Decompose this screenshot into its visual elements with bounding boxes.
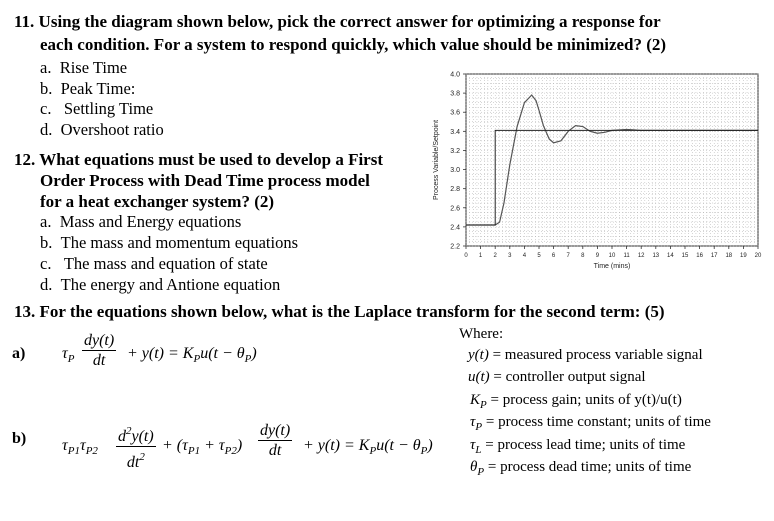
q12-option-b: b. The mass and momentum equations	[40, 233, 298, 252]
equation-b-label: b)	[12, 430, 27, 447]
x-tick-label: 19	[740, 253, 747, 259]
x-tick-label: 12	[637, 253, 645, 259]
x-tick-label: 1	[478, 253, 483, 259]
q12-line2: Order Process with Dead Time process model	[40, 171, 370, 190]
q12-option-d: d. The energy and Antione equation	[40, 275, 281, 294]
q11-option-d: d. Overshoot ratio	[40, 120, 164, 139]
where-row-kp: $K_P$ = process gain; units of y(t)/u(t)	[470, 392, 682, 411]
q12-option-c: c. The mass and equation of state	[40, 254, 268, 273]
y-axis-label: Process Variable/Setpoint	[433, 119, 440, 201]
x-tick-label: 18	[725, 253, 733, 259]
q12-line1: 12. What equations must be used to develop a First	[14, 150, 383, 169]
where-row-taup: $\tau_P$ = process time constant; units of time	[470, 414, 711, 433]
x-tick-label: 2	[493, 253, 497, 259]
step-response-chart	[424, 70, 768, 280]
y-tick-label: 3.4	[450, 128, 460, 136]
y-tick-label: 3.2	[450, 147, 460, 155]
q11-line1: 11. Using the diagram shown below, pick the correct answer for optimizing a response for	[14, 12, 661, 31]
x-tick-label: 8	[581, 253, 585, 259]
where-row-theta: $\theta_P$ = process dead time; units of time	[470, 459, 692, 478]
equation-a-tau: $\tau_P$	[62, 345, 75, 365]
x-tick-label: 4	[522, 253, 527, 259]
x-tick-label: 9	[595, 253, 600, 259]
x-tick-label: 5	[537, 253, 541, 259]
q11-option-b: b. Peak Time:	[40, 79, 136, 98]
q13-line1: 13. For the equations shown below, what is the Laplace transform for the second term: (5)	[14, 302, 665, 321]
equation-b-rhs: + $y(t) = K_Pu(t - \theta_P)$	[303, 437, 433, 457]
plot-area	[466, 74, 758, 246]
equation-b-first-derivative: $\frac{dy(t)}{dt}$	[260, 422, 291, 459]
equation-a-label: a)	[12, 345, 26, 362]
x-tick-label: 20	[754, 253, 762, 259]
q12-line3: for a heat exchanger system? (2)	[40, 192, 275, 211]
y-tick-label: 2.2	[450, 243, 460, 251]
y-tick-label: 3.0	[450, 167, 460, 175]
x-tick-label: 3	[508, 253, 512, 259]
y-tick-label: 2.6	[450, 205, 460, 213]
q11-option-c: c. Settling Time	[40, 99, 154, 118]
y-tick-label: 3.6	[450, 109, 460, 117]
q11-option-a: a. Rise Time	[40, 58, 128, 77]
x-tick-label: 13	[652, 253, 660, 259]
x-tick-label: 15	[681, 253, 689, 259]
y-tick-label: 4.0	[450, 71, 460, 79]
where-row-y: y(t) = measured process variable signal	[468, 347, 703, 363]
equation-b-middle: + $(\tau_{P1} + \tau_{P2})$	[162, 437, 243, 457]
x-tick-label: 10	[608, 253, 616, 259]
x-tick-label: 6	[551, 253, 556, 259]
y-tick-label: 2.8	[450, 186, 460, 194]
x-tick-label: 0	[464, 253, 468, 259]
x-tick-label: 11	[623, 253, 630, 259]
where-row-taul: $\tau_L$ = process lead time; units of time	[470, 437, 686, 456]
x-tick-label: 14	[667, 253, 674, 259]
equation-a-derivative: $\frac{dy(t)}{dt}$	[84, 332, 115, 369]
q12-option-a: a. Mass and Energy equations	[40, 212, 242, 231]
equation-b-taus: $\tau_{P1}\tau_{P2}$	[62, 437, 98, 457]
x-tick-label: 16	[696, 253, 703, 259]
x-tick-label: 7	[566, 253, 570, 259]
equation-b-second-derivative: $\frac{d^2y(t)}{dt^2}$	[116, 422, 156, 473]
x-axis-label: Time (mins)	[593, 263, 631, 270]
q11-line2: each condition. For a system to respond quickly, which value should be minimized? (2)	[40, 35, 667, 54]
where-row-u: u(t) = controller output signal	[468, 369, 646, 385]
x-tick-label: 17	[710, 253, 718, 259]
y-tick-label: 2.4	[450, 224, 460, 232]
y-tick-label: 3.8	[450, 90, 460, 98]
equation-a-rhs: + $y(t) = K_Pu(t - \theta_P)$	[127, 345, 257, 365]
where-title: Where:	[459, 326, 504, 342]
